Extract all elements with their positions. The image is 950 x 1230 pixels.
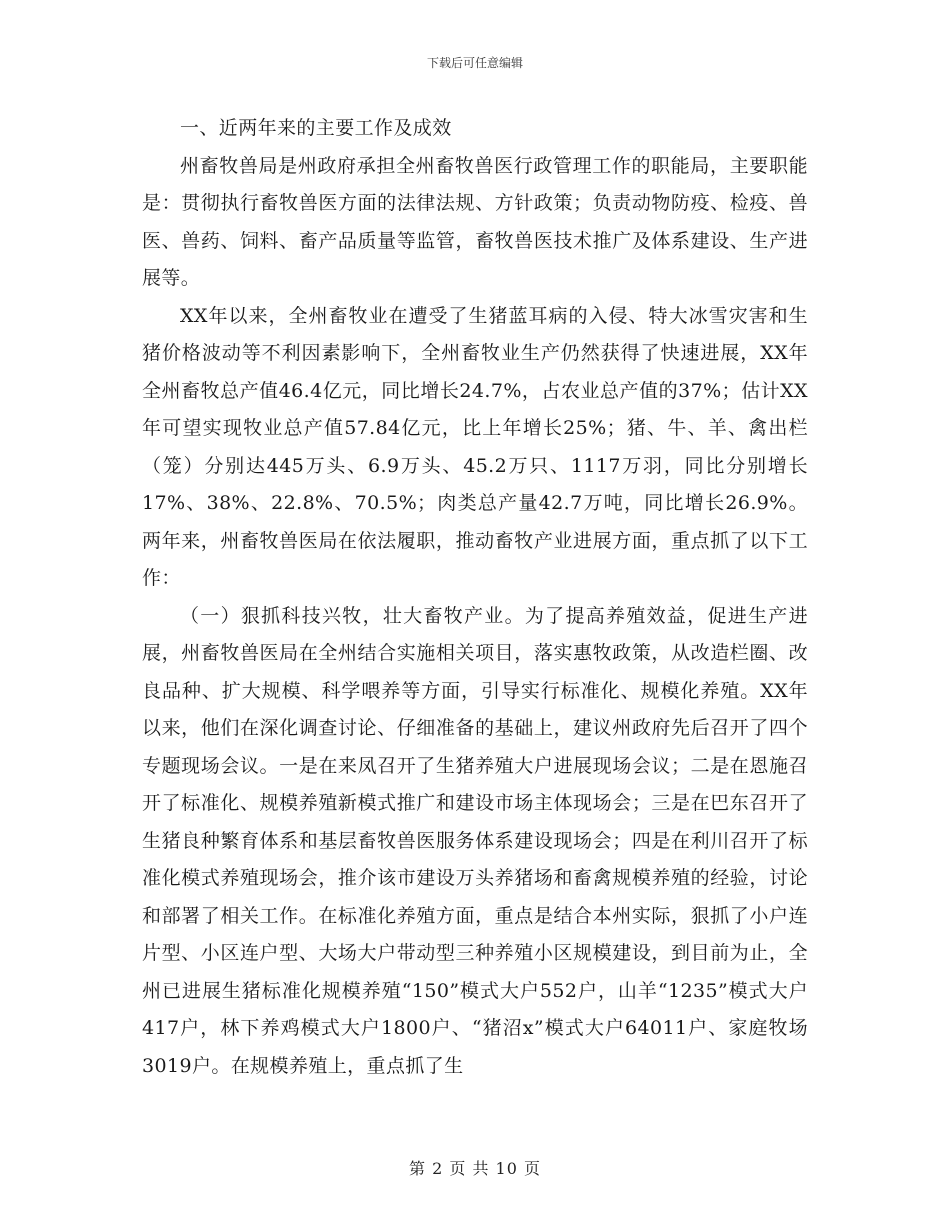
paragraph-achievements: XX年以来，全州畜牧业在遭受了生猪蓝耳病的入侵、特大冰雪灾害和生猪价格波动等不利因素影响下，全州畜牧业生产仍然获得了快速进展，XX年全州畜牧总产值46.4亿元，同比增长24.7%，占农业总产值的37%；估计XX年可望实现牧业总产值57.84亿元，比上年增长25%；猪、牛、羊、禽出栏（笼）分别达445万头、6.9万头、45.2万只、1117万羽，同比分别增长17%、38%、22.8%、70.5%；肉类总产量42.7万吨，同比增长26.9%。两年来，州畜牧兽医局在依法履职，推动畜牧产业进展方面，重点抓了以下工作： [142, 304, 808, 589]
page-number: 第 2 页 共 10 页 [409, 1159, 541, 1178]
page-header: 下载后可任意编辑 [426, 56, 523, 70]
section-heading: 一、近两年来的主要工作及成效 [180, 117, 452, 139]
paragraph-duties: 州畜牧兽局是州政府承担全州畜牧兽医行政管理工作的职能局，主要职能是：贯彻执行畜牧兽医方面的法律法规、方针政策；负责动物防疫、检疫、兽医、兽药、饲料、畜产品质量等监管，畜牧兽医技术推广及体系建设、生产进展等。 [142, 154, 808, 289]
paragraph-science-tech: （一）狠抓科技兴牧，壮大畜牧产业。为了提高养殖效益，促进生产进展，州畜牧兽医局在全州结合实施相关项目，落实惠牧政策，从改造栏圈、改良品种、扩大规模、科学喂养等方面，引导实行标准化、规模化养殖。XX年以来，他们在深化调查讨论、仔细准备的基础上，建议州政府先后召开了四个专题现场会议。一是在来凤召开了生猪养殖大户进展现场会议；二是在恩施召开了标准化、规模养殖新模式推广和建设市场主体现场会；三是在巴东召开了生猪良种繁育体系和基层畜牧兽医服务体系建设现场会；四是在利川召开了标准化模式养殖现场会，推介该市建设万头养猪场和畜禽规模养殖的经验，讨论和部署了相关工作。在标准化养殖方面，重点是结合本州实际，狠抓了小户连片型、小区连户型、大场大户带动型三种养殖小区规模建设，到目前为止，全州已进展生猪标准化规模养殖“150”模式大户552户，山羊“1235”模式大户417户，林下养鸡模式大户1800户、“猪沼x”模式大户64011户、家庭牧场3019户。在规模养殖上，重点抓了生 [142, 604, 808, 1077]
document-body [142, 110, 808, 1085]
